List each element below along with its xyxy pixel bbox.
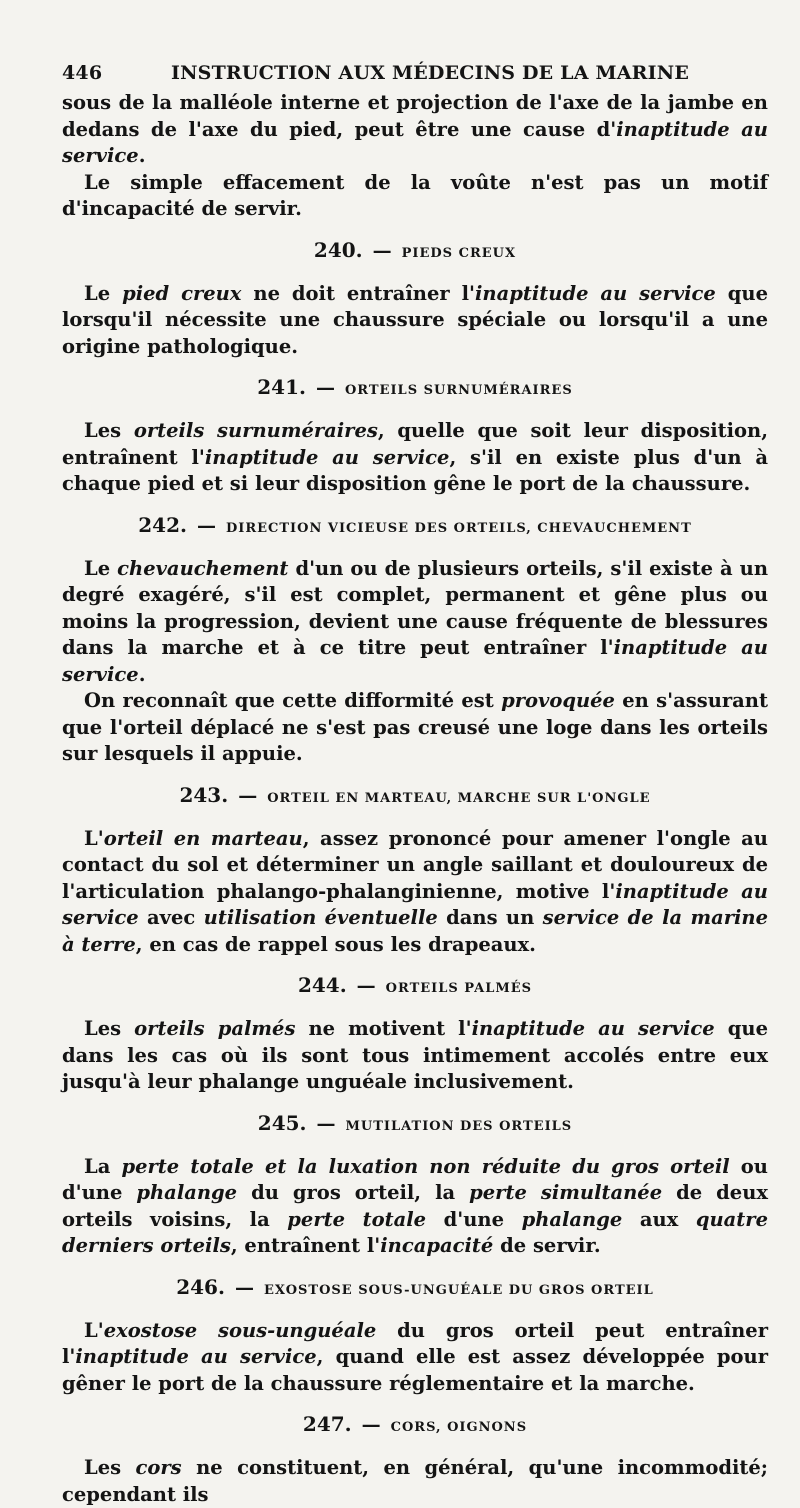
- text-run: ou d'une: [62, 1155, 768, 1205]
- section-title: PIEDS CREUX: [402, 246, 516, 261]
- running-header: [62, 62, 768, 84]
- em-dash: —: [316, 377, 335, 399]
- section-paragraph: [62, 826, 768, 959]
- section-heading: [62, 1110, 768, 1140]
- text-run: Le: [84, 282, 122, 305]
- em-dash: —: [317, 1113, 336, 1135]
- italic-term: orteil en marteau: [104, 827, 303, 850]
- text-run: de servir.: [493, 1234, 600, 1257]
- section-title: ORTEIL EN MARTEAU, MARCHE SUR L'ONGLE: [267, 791, 650, 806]
- section-paragraph: [62, 1154, 768, 1260]
- text-run: Le: [84, 557, 117, 580]
- em-dash: —: [197, 515, 216, 537]
- section-number: 245.: [258, 1111, 307, 1135]
- page-number: 446: [62, 62, 122, 84]
- section-title: ORTEILS PALMÉS: [386, 981, 532, 996]
- text-run: , quelle que soit leur disposition, entraînent l': [62, 419, 768, 469]
- section-paragraph: [62, 556, 768, 689]
- em-dash: —: [362, 1414, 381, 1436]
- text-run: Les: [84, 419, 134, 442]
- italic-term: inaptitude au service: [472, 1017, 715, 1040]
- italic-term: perte totale: [287, 1208, 426, 1231]
- text-run: du gros orteil, la: [237, 1181, 469, 1204]
- italic-term: inaptitude au service: [475, 282, 716, 305]
- text-run: que lorsqu'il nécessite une chaussure spéciale ou lorsqu'il a une origine pathologique.: [62, 282, 768, 358]
- italic-term: incapacité: [380, 1234, 493, 1257]
- intro-paragraph: [62, 90, 768, 170]
- section-title: EXOSTOSE SOUS-UNGUÉALE DU GROS ORTEIL: [264, 1283, 654, 1298]
- book-page: [62, 62, 768, 1508]
- section-paragraph: [62, 281, 768, 361]
- text-run: avec: [139, 906, 204, 929]
- italic-term: inaptitude au service: [62, 118, 768, 168]
- section-title: MUTILATION DES ORTEILS: [346, 1119, 573, 1134]
- section-number: 243.: [179, 783, 228, 807]
- section-heading: [62, 512, 768, 542]
- section-title: DIRECTION VICIEUSE DES ORTEILS, CHEVAUCHEMENT: [226, 521, 692, 536]
- section-number: 240.: [314, 238, 363, 262]
- em-dash: —: [357, 975, 376, 997]
- body-text: [62, 90, 768, 1508]
- italic-term: orteils palmés: [134, 1017, 295, 1040]
- italic-term: phalange: [136, 1181, 237, 1204]
- italic-term: pied creux: [122, 282, 241, 305]
- section-number: 241.: [257, 375, 306, 399]
- text-run: Les: [84, 1017, 134, 1040]
- em-dash: —: [373, 240, 392, 262]
- text-run: du gros orteil peut entraîner l': [62, 1319, 768, 1369]
- text-run: , en cas de rappel sous les drapeaux.: [136, 933, 536, 956]
- section-paragraph: [62, 688, 768, 768]
- italic-term: inaptitude au service: [62, 880, 768, 930]
- section-paragraph: [62, 1318, 768, 1398]
- section-title: CORS, OIGNONS: [391, 1420, 527, 1435]
- text-run: , assez prononcé pour amener l'ongle au contact du sol et déterminer un angle saillant et douloureux de l'articulation phalango-phalanginienne, motive l': [62, 827, 768, 903]
- text-run: L': [84, 827, 104, 850]
- italic-term: phalange: [522, 1208, 623, 1231]
- text-run: ne constituent, en général, qu'une incommodité; cependant ils: [62, 1456, 768, 1506]
- italic-term: inaptitude au service: [75, 1345, 316, 1368]
- text-run: , quand elle est assez développée pour gêner le port de la chaussure réglementaire et la marche.: [62, 1345, 768, 1395]
- text-run: d'une: [426, 1208, 522, 1231]
- italic-term: perte simultanée: [469, 1181, 662, 1204]
- intro-paragraph: [62, 170, 768, 223]
- text-run: sous de la malléole interne et projection de l'axe de la jambe en dedans de l'axe du pied, peut être une cause d': [62, 91, 768, 141]
- section-number: 242.: [138, 513, 187, 537]
- section-heading: [62, 782, 768, 812]
- italic-term: provoquée: [501, 689, 615, 712]
- section-paragraph: [62, 1455, 768, 1508]
- text-run: , s'il en existe plus d'un à chaque pied et si leur disposition gêne le port de la chaussure.: [62, 446, 768, 496]
- text-run: .: [139, 663, 146, 686]
- section-heading: [62, 374, 768, 404]
- text-run: ne motivent l': [295, 1017, 471, 1040]
- section-heading: [62, 972, 768, 1002]
- section-paragraph: [62, 418, 768, 498]
- sections: [62, 237, 768, 1508]
- text-run: , entraînent l': [231, 1234, 380, 1257]
- text-run: de deux orteils voisins, la: [62, 1181, 768, 1231]
- section-heading: [62, 1411, 768, 1441]
- text-run: On reconnaît que cette difformité est: [84, 689, 501, 712]
- em-dash: —: [235, 1277, 254, 1299]
- section-number: 247.: [303, 1412, 352, 1436]
- text-run: que dans les cas où ils sont tous intimement accolés entre eux jusqu'à leur phalange unguéale inclusivement.: [62, 1017, 768, 1093]
- section-paragraph: [62, 1016, 768, 1096]
- section-heading: [62, 1274, 768, 1304]
- italic-term: service de la marine à terre: [62, 906, 768, 956]
- italic-term: utilisation éventuelle: [204, 906, 438, 929]
- section-heading: [62, 237, 768, 267]
- text-run: .: [139, 144, 146, 167]
- italic-term: perte totale et la luxation non réduite du gros orteil: [121, 1155, 729, 1178]
- text-run: aux: [622, 1208, 696, 1231]
- text-run: Les: [84, 1456, 136, 1479]
- italic-term: cors: [136, 1456, 182, 1479]
- text-run: ne doit entraîner l': [241, 282, 475, 305]
- text-run: dans un: [438, 906, 543, 929]
- running-title: INSTRUCTION AUX MÉDECINS DE LA MARINE: [122, 62, 768, 84]
- italic-term: exostose sous-unguéale: [104, 1319, 377, 1342]
- section-number: 244.: [298, 973, 347, 997]
- text-run: Le simple effacement de la voûte n'est pas un motif d'incapacité de servir.: [62, 171, 768, 221]
- text-run: en s'assurant que l'orteil déplacé ne s'est pas creusé une loge dans les orteils sur lesquels il appuie.: [62, 689, 768, 765]
- italic-term: orteils surnuméraires: [134, 419, 378, 442]
- section-number: 246.: [176, 1275, 225, 1299]
- italic-term: chevauchement: [117, 557, 288, 580]
- italic-term: inaptitude au service: [62, 636, 768, 686]
- text-run: d'un ou de plusieurs orteils, s'il existe à un degré exagéré, s'il est complet, permanent et gêne plus ou moins la progression, devient une cause fréquente de blessures dans la marche et à ce titre peut entraîner l': [62, 557, 768, 660]
- italic-term: inaptitude au service: [205, 446, 450, 469]
- text-run: La: [84, 1155, 121, 1178]
- text-run: L': [84, 1319, 104, 1342]
- section-title: ORTEILS SURNUMÉRAIRES: [345, 383, 573, 398]
- em-dash: —: [238, 785, 257, 807]
- italic-term: quatre derniers orteils: [62, 1208, 768, 1258]
